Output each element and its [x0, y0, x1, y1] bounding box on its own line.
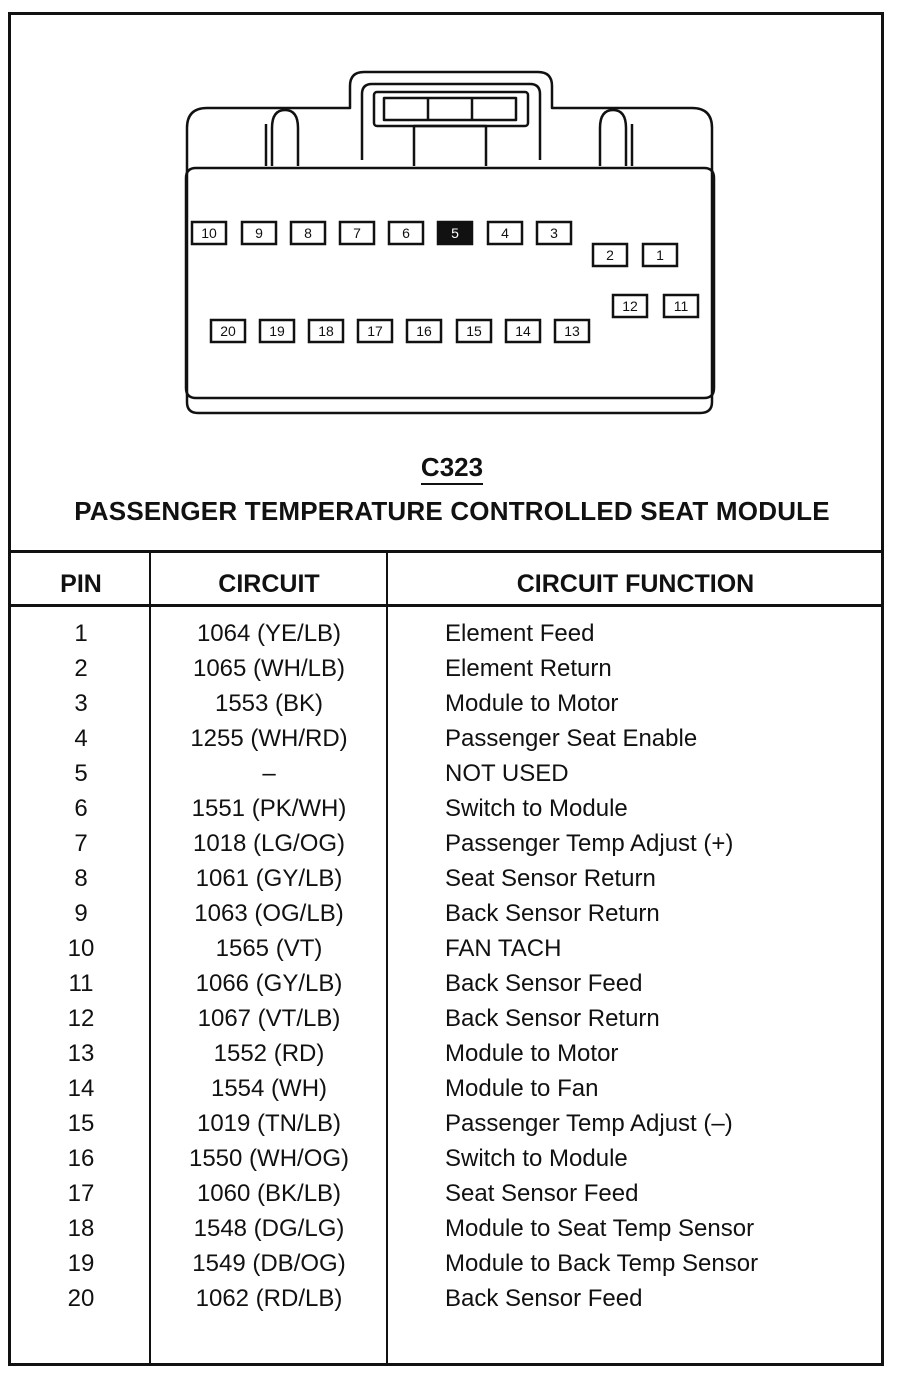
circuit-cell: 1565 (VT) [215, 935, 323, 962]
pin-number: 3 [550, 225, 558, 241]
table-row [11, 651, 884, 686]
pin-number: 12 [622, 298, 638, 314]
circuit-cell: 1067 (VT/LB) [197, 1005, 341, 1032]
table-row [11, 861, 884, 896]
header-pin: PIN [60, 570, 102, 598]
function-cell: Back Sensor Return [445, 1005, 660, 1032]
function-cell: Back Sensor Return [445, 900, 660, 927]
pin-number: 6 [402, 225, 410, 241]
function-cell: Switch to Module [445, 795, 628, 822]
function-cell: Element Return [445, 655, 612, 682]
table-top-rule [11, 550, 884, 553]
module-name: PASSENGER TEMPERATURE CONTROLLED SEAT MODULE [74, 496, 830, 526]
function-cell: FAN TACH [445, 935, 562, 962]
pin-number: 17 [367, 323, 383, 339]
circuit-cell: 1549 (DB/OG) [192, 1250, 346, 1277]
table-row [11, 1211, 884, 1246]
left-latch [272, 110, 298, 166]
circuit-cell: 1548 (DG/LG) [193, 1215, 345, 1242]
circuit-cell: 1065 (WH/LB) [192, 655, 346, 682]
function-cell: Module to Fan [445, 1075, 599, 1102]
pin-11 [664, 295, 698, 317]
pin-number: 14 [515, 323, 531, 339]
top-key [362, 84, 540, 160]
pin-13 [555, 320, 589, 342]
table-row [11, 966, 884, 1001]
pin-cell: 20 [67, 1285, 95, 1312]
pin-9 [242, 222, 276, 244]
pin-number: 11 [673, 298, 689, 314]
pin-cell: 12 [67, 1005, 95, 1032]
circuit-cell: 1062 (RD/LB) [195, 1285, 343, 1312]
function-cell: Passenger Temp Adjust (+) [445, 830, 734, 857]
pin-number: 20 [220, 323, 236, 339]
pin-cell: 7 [74, 830, 88, 857]
table-row [11, 791, 884, 826]
pin-cell: 16 [67, 1145, 95, 1172]
pin-cell: 18 [67, 1215, 95, 1242]
table-row [11, 616, 884, 651]
pin-number: 7 [353, 225, 361, 241]
table-row [11, 756, 884, 791]
circuit-cell: 1063 (OG/LB) [194, 900, 344, 927]
pin-cell: 17 [67, 1180, 95, 1207]
circuit-cell: 1551 (PK/WH) [191, 795, 347, 822]
table-row [11, 931, 884, 966]
table-row [11, 1036, 884, 1071]
table-row [11, 826, 884, 861]
connector-face [186, 168, 714, 398]
table-header-rule [11, 604, 884, 607]
header-circuit: CIRCUIT [218, 570, 320, 598]
circuit-cell: 1060 (BK/LB) [196, 1180, 342, 1207]
pin-number: 5 [451, 225, 459, 241]
pin-17 [358, 320, 392, 342]
function-cell: Seat Sensor Return [445, 865, 656, 892]
pin-cell: 15 [67, 1110, 95, 1137]
table-row [11, 721, 884, 756]
pin-14 [506, 320, 540, 342]
pin-cell: 2 [74, 655, 88, 682]
pin-number: 15 [466, 323, 482, 339]
header-circuit-function: CIRCUIT FUNCTION [516, 570, 755, 598]
pin-10 [192, 222, 226, 244]
pin-table [11, 550, 884, 1366]
pin-cell: 3 [74, 690, 88, 717]
pin-20 [211, 320, 245, 342]
connector-id [0, 452, 904, 483]
pin-number: 1 [656, 247, 664, 263]
right-latch [600, 110, 626, 166]
table-row [11, 1141, 884, 1176]
pin-cell: 6 [74, 795, 88, 822]
function-cell: Switch to Module [445, 1145, 628, 1172]
pin-number: 18 [318, 323, 334, 339]
table-row [11, 1106, 884, 1141]
pin-8 [291, 222, 325, 244]
circuit-cell: 1061 (GY/LB) [195, 865, 343, 892]
table-row [11, 1246, 884, 1281]
pin-cell: 4 [74, 725, 88, 752]
pin-3 [537, 222, 571, 244]
table-row [11, 1176, 884, 1211]
function-cell: Passenger Seat Enable [445, 725, 698, 752]
pin-16 [407, 320, 441, 342]
circuit-cell: – [262, 760, 276, 787]
pin-18 [309, 320, 343, 342]
pin-cell: 19 [67, 1250, 95, 1277]
pin-number: 19 [269, 323, 285, 339]
circuit-cell: 1064 (YE/LB) [196, 620, 342, 647]
table-row [11, 1281, 884, 1316]
pin-cell: 9 [74, 900, 88, 927]
pin-cell: 13 [67, 1040, 95, 1067]
function-cell: Back Sensor Feed [445, 970, 643, 997]
circuit-cell: 1018 (LG/OG) [192, 830, 346, 857]
pin-number: 4 [501, 225, 509, 241]
table-row [11, 686, 884, 721]
function-cell: Passenger Temp Adjust (–) [445, 1110, 733, 1137]
circuit-cell: 1255 (WH/RD) [190, 725, 348, 752]
circuit-cell: 1066 (GY/LB) [195, 970, 343, 997]
connector-id-text: C323 [421, 452, 483, 485]
circuit-cell: 1553 (BK) [214, 690, 324, 717]
circuit-cell: 1019 (TN/LB) [196, 1110, 342, 1137]
pin-cell: 1 [74, 620, 88, 647]
pin-6 [389, 222, 423, 244]
function-cell: Module to Motor [445, 1040, 619, 1067]
pin-cell: 10 [67, 935, 95, 962]
pin-12 [613, 295, 647, 317]
table-row [11, 1001, 884, 1036]
pin-19 [260, 320, 294, 342]
function-cell: Module to Seat Temp Sensor [445, 1215, 755, 1242]
connector-face-diagram [0, 0, 904, 440]
pin-cell: 8 [74, 865, 88, 892]
pin-number: 16 [416, 323, 432, 339]
circuit-cell: 1554 (WH) [210, 1075, 328, 1102]
pin-number: 2 [606, 247, 614, 263]
function-cell: Seat Sensor Feed [445, 1180, 639, 1207]
table-row [11, 896, 884, 931]
pin-cell: 11 [68, 970, 94, 997]
function-cell: Module to Motor [445, 690, 619, 717]
function-cell: Module to Back Temp Sensor [445, 1250, 759, 1277]
pin-number: 13 [564, 323, 580, 339]
pin-cell: 14 [67, 1075, 95, 1102]
circuit-cell: 1550 (WH/OG) [188, 1145, 350, 1172]
pin-number: 8 [304, 225, 312, 241]
pin-5 [438, 222, 472, 244]
pin-7 [340, 222, 374, 244]
pin-cell: 5 [74, 760, 88, 787]
circuit-cell: 1552 (RD) [213, 1040, 325, 1067]
pin-1 [643, 244, 677, 266]
function-cell: NOT USED [445, 760, 569, 787]
function-cell: Element Feed [445, 620, 595, 647]
pin-number: 9 [255, 225, 263, 241]
pin-2 [593, 244, 627, 266]
function-cell: Back Sensor Feed [445, 1285, 643, 1312]
pin-4 [488, 222, 522, 244]
pin-number: 10 [201, 225, 217, 241]
pin-15 [457, 320, 491, 342]
table-row [11, 1071, 884, 1106]
